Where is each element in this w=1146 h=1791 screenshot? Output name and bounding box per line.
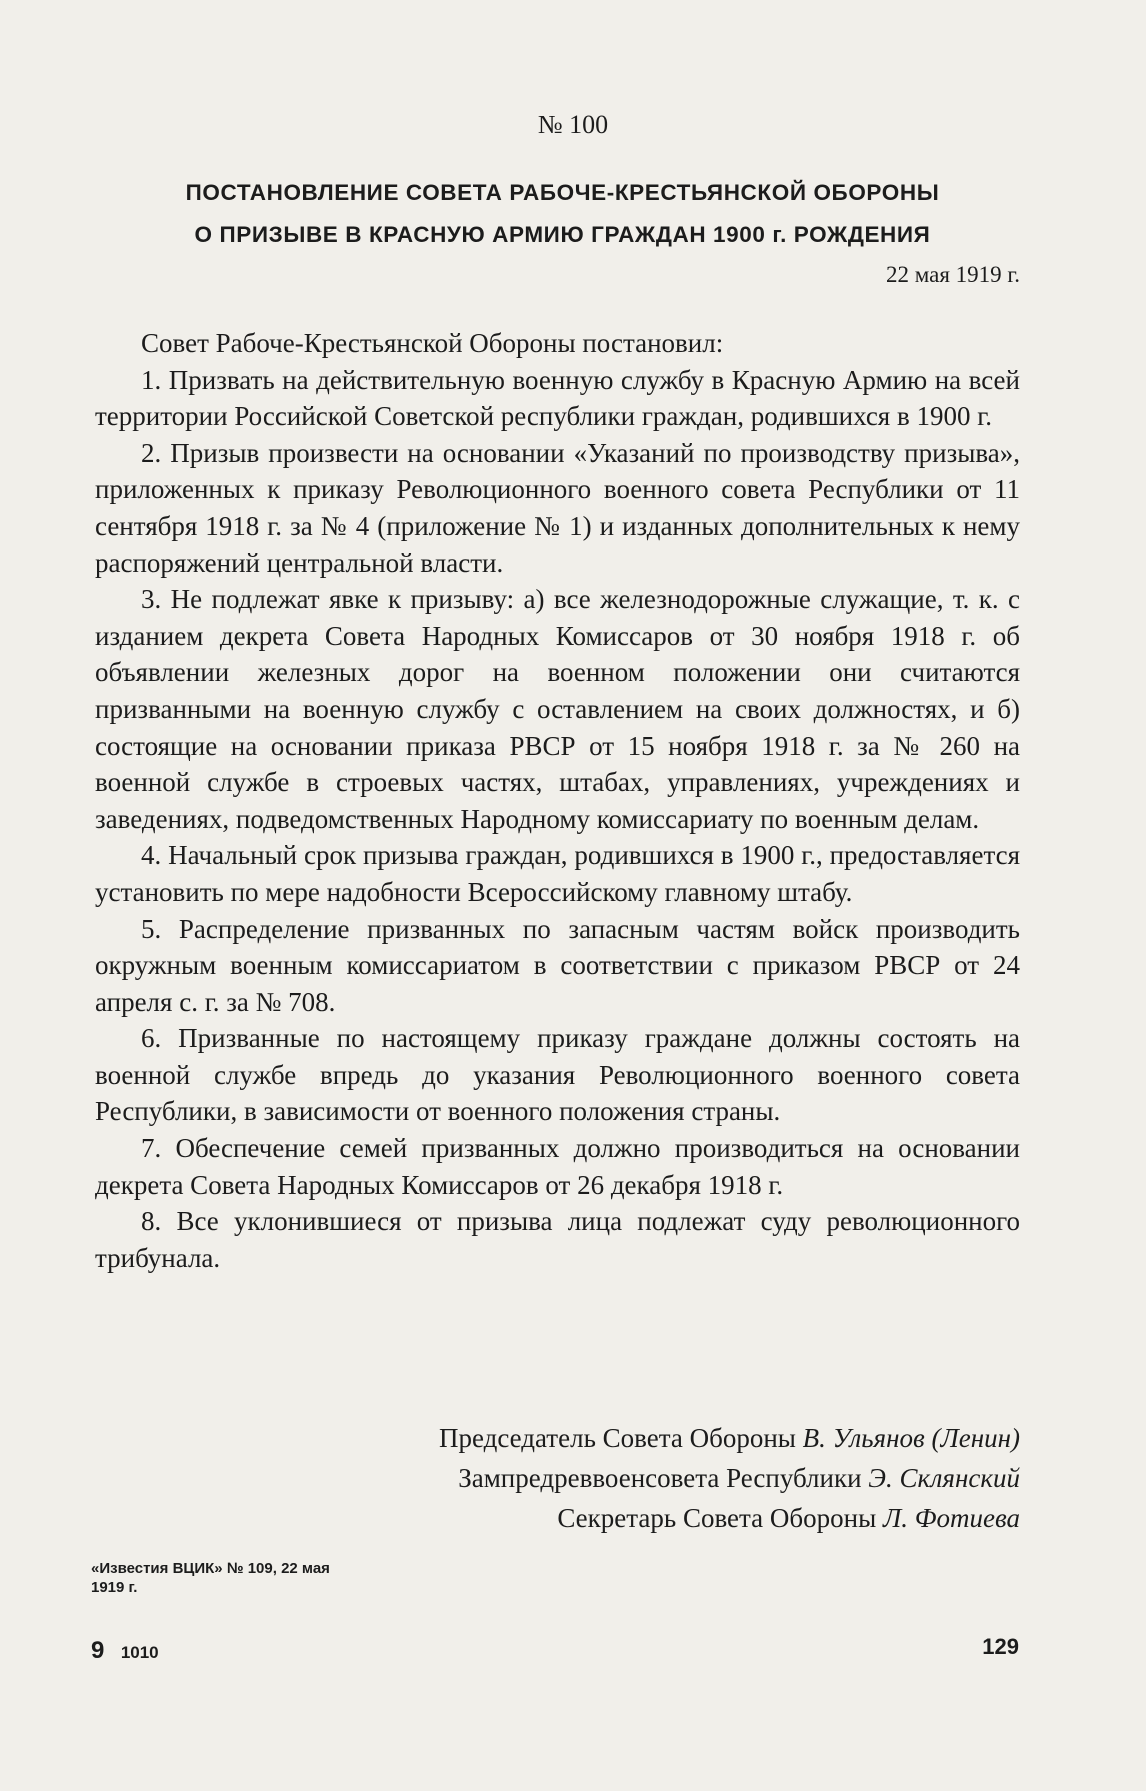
signature-line (439, 1418, 1020, 1458)
paragraph-8: 8. Все уклонившиеся от призыва лица подлежат суду революционного трибунала. (95, 1206, 1020, 1273)
signature-position: Секретарь Совета Обороны (557, 1503, 877, 1533)
paragraph-3: 3. Не подлежат явке к призыву: а) все железнодорожные служащие, т. к. с изданием декрета Совета Народных Комиссаров от 30 ноября 1918 г. об объявлении железных дорог на военном положении они считаются призванными на военную службу с оставлением на своих должностях, и б) состоящие на основании приказа РВСР от 15 ноября 1918 г. за № 260 на военной службе в строевых частях, штабах, управлениях, учреждениях и заведениях, подведомственных Народному комиссариату по военным делам. (95, 584, 1020, 834)
signature-number: 9 (91, 1637, 105, 1664)
title-line-1: ПОСТАНОВЛЕНИЕ СОВЕТА РАБОЧЕ-КРЕСТЬЯНСКОЙ ОБОРОНЫ (185, 180, 940, 205)
signature-position: Председатель Совета Обороны (438, 1423, 796, 1453)
paragraph-5: 5. Распределение призванных по запасным частям войск производить окружным военным комиссариатом в соответствии с приказом РВСР от 24 апреля с. г. за № 708. (95, 913, 1020, 1017)
signature-line (439, 1458, 1020, 1498)
page-number: 129 (982, 1634, 1019, 1659)
document-date: 22 мая 1919 г. (885, 262, 1020, 287)
paragraph-2: 2. Призыв произвести на основании «Указаний по производству призыва», приложенных к приказу Революционного военного совета Республики от 11 сентября 1918 г. за № 4 (приложение № 1) и изданных дополнительных к нему распоряжений центральной власти. (95, 437, 1020, 578)
intro-paragraph: Совет Рабоче-Крестьянской Обороны постановил: (141, 328, 724, 358)
signature-name: Л. Фотиева (882, 1503, 1020, 1533)
title-line-2: О ПРИЗЫВЕ В КРАСНУЮ АРМИЮ ГРАЖДАН 1900 г. РОЖДЕНИЯ (194, 222, 931, 247)
document-body (95, 325, 1020, 1276)
paragraph-6: 6. Призванные по настоящему приказу граждане должны состоять на военной службе впредь до указания Революционного военного совета Республики, в зависимости от военного положения страны. (95, 1023, 1020, 1127)
paragraph-1: 1. Призвать на действительную военную службу в Красную Армию на всей территории Российской Советской республики граждан, родившихся в 1900 г. (95, 364, 1020, 432)
signature-block (439, 1418, 1020, 1538)
printer-signature (91, 1637, 159, 1665)
signature-position: Зампредреввоенсовета Республики (458, 1463, 862, 1493)
document-title (95, 172, 1030, 256)
source-line: 1919 г. (91, 1579, 138, 1596)
signature-line (439, 1498, 1020, 1538)
paragraph-4: 4. Начальный срок призыва граждан, родившихся в 1900 г., предоставляется установить по мере надобности Всероссийскому главному штабу. (95, 840, 1020, 907)
signature-name: Э. Склянский (868, 1463, 1020, 1493)
document-number: № 100 (537, 110, 609, 139)
source-note (91, 1559, 491, 1597)
source-line: «Известия ВЦИК» № 109, 22 мая (91, 1560, 330, 1577)
signature-name: В. Ульянов (Ленин) (802, 1423, 1020, 1453)
print-code: 1010 (120, 1643, 159, 1662)
paragraph-7: 7. Обеспечение семей призванных должно производиться на основании декрета Совета Народных Комиссаров от 26 декабря 1918 г. (95, 1133, 1020, 1200)
